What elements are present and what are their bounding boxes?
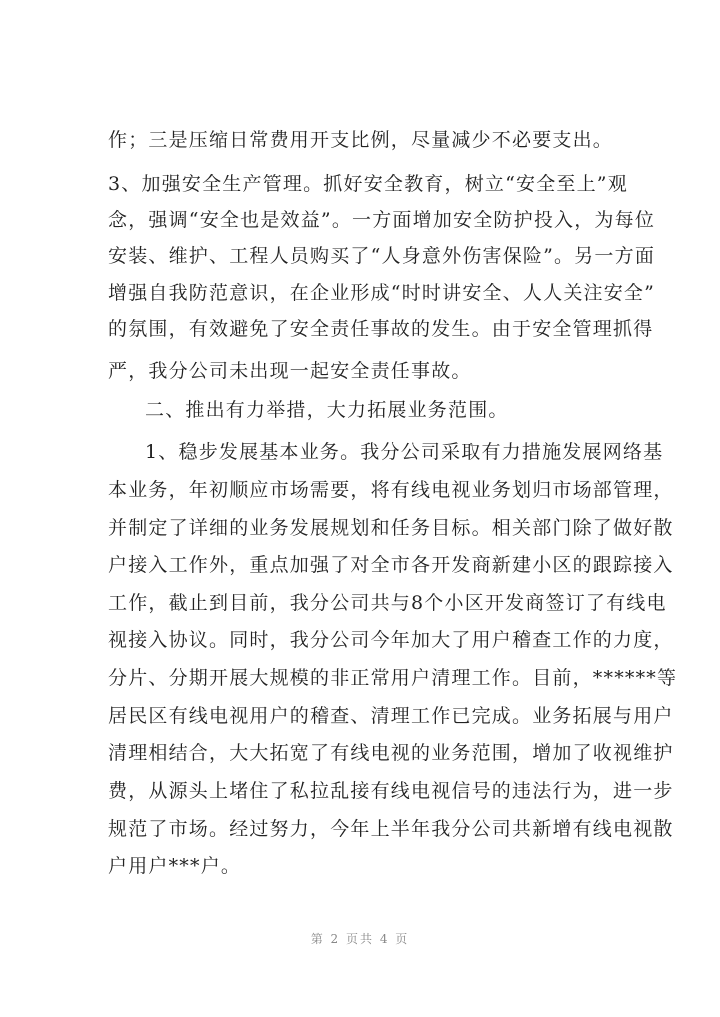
text-line: 户用户***户。 (108, 855, 242, 877)
section-heading: 二、推出有力举措，大力拓展业务范围。 (145, 399, 509, 421)
text-line: 户接入工作外，重点加强了对全市各开发商新建小区的跟踪接入 (108, 554, 674, 576)
text-line: 的氛围，有效避免了安全责任事故的发生。由于安全管理抓得 (108, 318, 654, 340)
text-line: 作；三是压缩日常费用开支比例，尽量减少不必要支出。 (108, 129, 614, 151)
text-line: 3、加强安全生产管理。抓好安全教育，树立“安全至上”观 (108, 173, 628, 195)
text-line: 并制定了详细的业务发展规划和任务目标。相关部门除了做好散 (108, 517, 674, 539)
text-line: 增强自我防范意识，在企业形成“时时讲安全、人人关注安全” (108, 282, 656, 304)
text-line: 视接入协议。同时，我分公司今年加大了用户稽查工作的力度， (108, 629, 674, 651)
text-line: 规范了市场。经过努力，今年上半年我分公司共新增有线电视散 (108, 818, 674, 840)
text-line: 居民区有线电视用户的稽查、清理工作已完成。业务拓展与用户 (108, 705, 674, 727)
page-number: 第 2 页共 4 页 (310, 932, 410, 946)
text-line: 1、稳步发展基本业务。我分公司采取有力措施发展网络基 (145, 441, 664, 463)
text-line: 安装、维护、工程人员购买了“人身意外伤害保险”。另一方面 (108, 245, 656, 267)
text-line: 清理相结合，大大拓宽了有线电视的业务范围，增加了收视维护 (108, 742, 674, 764)
text-line: 念，强调“安全也是效益”。一方面增加安全防护投入，为每位 (108, 209, 656, 231)
text-line: 严，我分公司未出现一起安全责任事故。 (108, 360, 472, 382)
text-line: 本业务，年初顺应市场需要，将有线电视业务划归市场部管理， (108, 479, 674, 501)
text-line: 费，从源头上堵住了私拉乱接有线电视信号的违法行为，进一步 (108, 780, 674, 802)
text-line: 工作，截止到目前，我分公司共与8个小区开发商签订了有线电 (108, 592, 667, 614)
text-line: 分片、分期开展大规模的非正常用户清理工作。目前，******等 (108, 667, 678, 689)
